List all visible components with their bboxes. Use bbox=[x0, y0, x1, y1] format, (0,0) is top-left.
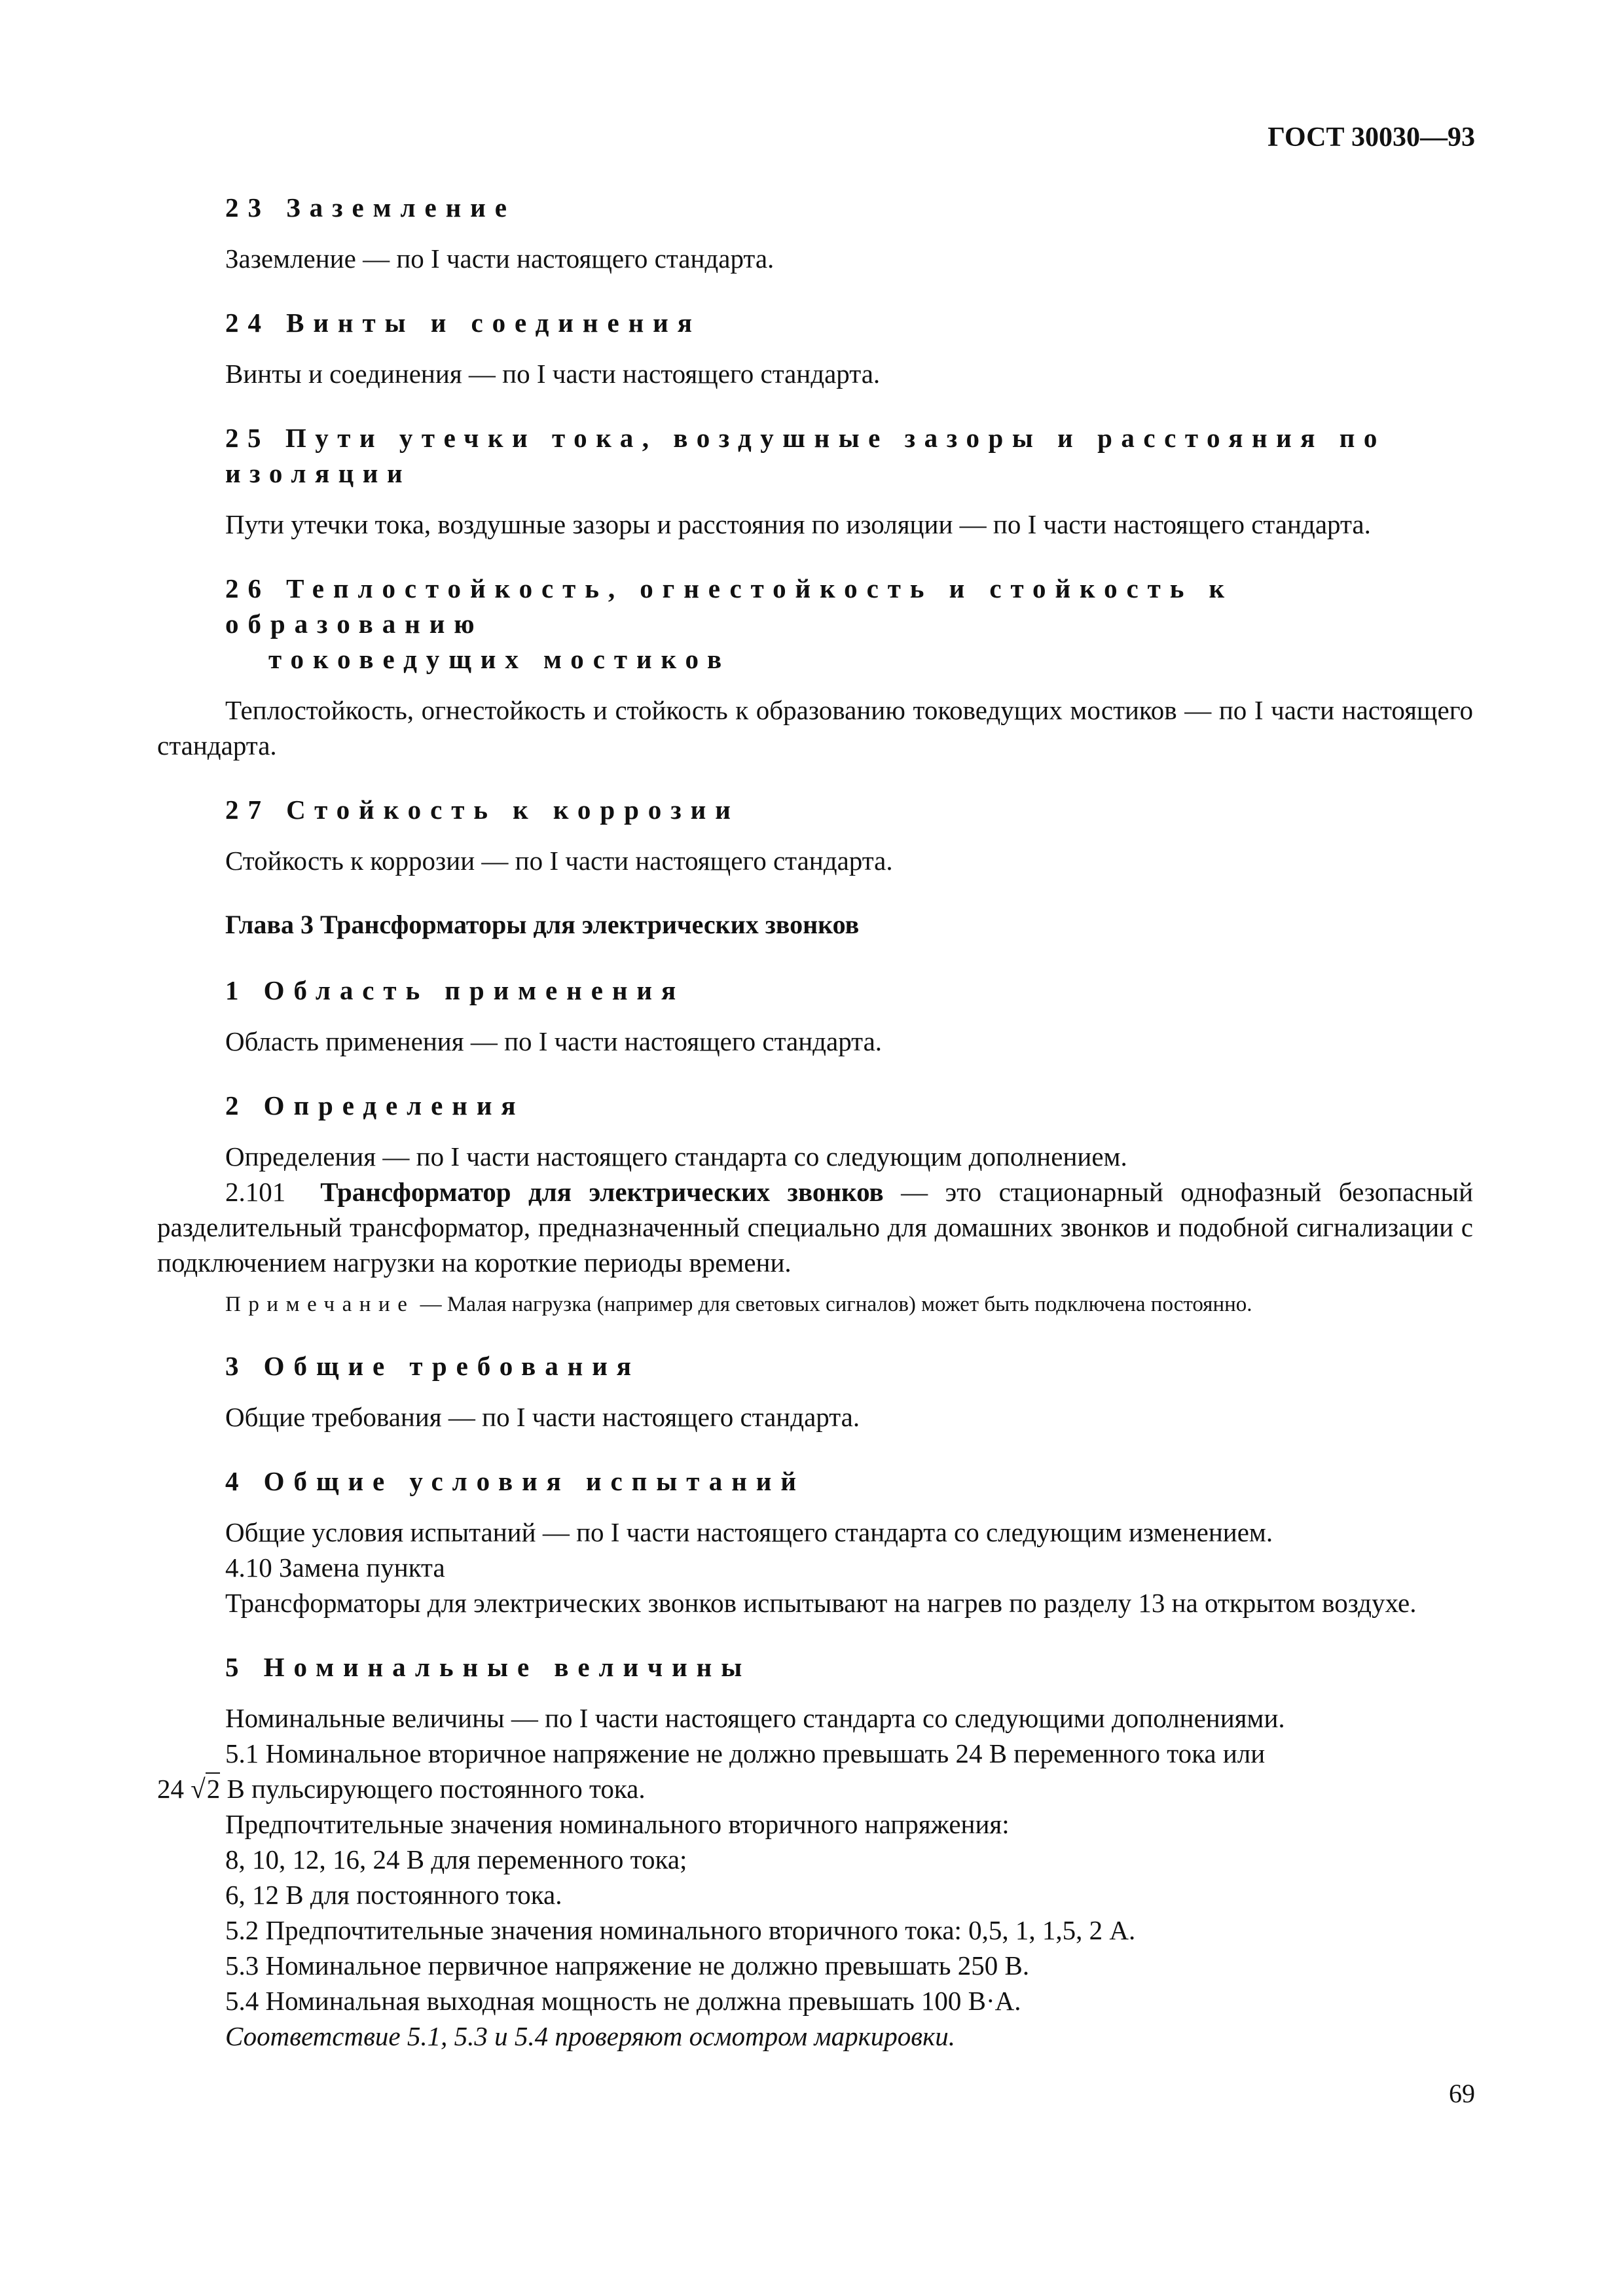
section-25-heading: 25 Пути утечки тока, воздушные зазоры и расстояния по изоляции bbox=[225, 423, 1386, 488]
section-23-heading: 23 Заземление bbox=[225, 192, 516, 223]
ch3-section-2-body: Определения — по I части настоящего стандарта со следующим дополнением. bbox=[225, 1141, 1127, 1172]
preferred-values-title: Предпочтительные значения номинального вторичного напряжения: bbox=[225, 1809, 1010, 1839]
item-5-1-suffix: В пульсирующего постоянного тока. bbox=[220, 1774, 646, 1804]
section-25-body: Пути утечки тока, воздушные зазоры и расстояния по изоляции — по I части настоящего стандарта. bbox=[225, 509, 1371, 539]
section-26-heading-line2: токоведущих мостиков bbox=[268, 644, 731, 674]
sqrt-symbol: √2 bbox=[191, 1774, 221, 1804]
definition-number: 2.101 bbox=[225, 1177, 286, 1207]
item-4-10-text bbox=[157, 1585, 1473, 1621]
item-5-1-line1: 5.1 Номинальное вторичное напряжение не должно превышать 24 В переменного тока или bbox=[225, 1738, 1266, 1768]
chapter-title: Глава 3 Трансформаторы для электрических звонков bbox=[225, 910, 860, 939]
page-number: 69 bbox=[1449, 2079, 1475, 2108]
ch3-section-3-heading: 3 Общие требования bbox=[225, 1351, 640, 1381]
definition-term: Трансформатор для электрических звонков bbox=[320, 1177, 884, 1207]
page-content bbox=[157, 190, 1473, 2054]
document-code: ГОСТ 30030—93 bbox=[1267, 122, 1475, 152]
compliance-note: Соответствие 5.1, 5.3 и 5.4 проверяют осмотром маркировки. bbox=[225, 2021, 956, 2051]
item-5-4: 5.4 Номинальная выходная мощность не должна превышать 100 В·А. bbox=[225, 1986, 1021, 2016]
note-text: — Малая нагрузка (например для световых сигналов) может быть подключена постоянно. bbox=[414, 1293, 1252, 1316]
section-24-body: Винты и соединения — по I части настоящего стандарта. bbox=[225, 359, 881, 389]
definition-text: — это стационарный однофазный безопасный разделительный трансформатор, предназначенный специально для домашних звонков и подобной сигнализации с подключением нагрузки на короткие периоды времени. bbox=[157, 1177, 1474, 1278]
preferred-values-ac: 8, 10, 12, 16, 24 В для переменного тока; bbox=[225, 1844, 687, 1874]
section-26-body: Теплостойкость, огнестойкость и стойкость к образованию токоведущих мостиков — по I части настоящего стандарта. bbox=[157, 695, 1473, 761]
item-4-10-text-content: Трансформаторы для электрических звонков испытывают на нагрев по разделу 13 на открытом воздухе. bbox=[225, 1588, 1417, 1618]
section-23-body: Заземление — по I части настоящего стандарта. bbox=[225, 243, 775, 274]
ch3-section-4-body: Общие условия испытаний — по I части настоящего стандарта со следующим изменением. bbox=[225, 1517, 1273, 1547]
item-5-1-voltage: 24 bbox=[157, 1774, 184, 1804]
item-5-1-line2 bbox=[157, 1771, 1473, 1806]
definition-2-101 bbox=[157, 1174, 1473, 1280]
item-5-2: 5.2 Предпочтительные значения номинального вторичного тока: 0,5, 1, 1,5, 2 А. bbox=[225, 1915, 1136, 1945]
section-24-heading: 24 Винты и соединения bbox=[225, 308, 701, 338]
section-26-heading-line1: 26 Теплостойкость, огнестойкость и стойкость к образованию bbox=[225, 573, 1234, 639]
preferred-values-dc: 6, 12 В для постоянного тока. bbox=[225, 1880, 562, 1910]
ch3-section-5-heading: 5 Номинальные величины bbox=[225, 1652, 752, 1682]
section-27-heading: 27 Стойкость к коррозии bbox=[225, 795, 740, 825]
ch3-section-5-body: Номинальные величины — по I части настоящего стандарта со следующими дополнениями. bbox=[225, 1703, 1285, 1733]
sqrt-radicand: 2 bbox=[206, 1774, 221, 1804]
item-5-3: 5.3 Номинальное первичное напряжение не должно превышать 250 В. bbox=[225, 1950, 1030, 1981]
ch3-section-1-body: Область применения — по I части настоящего стандарта. bbox=[225, 1026, 883, 1056]
note-label: Примечание bbox=[225, 1293, 415, 1316]
definition-note bbox=[157, 1289, 1473, 1319]
ch3-section-1-heading: 1 Область применения bbox=[225, 975, 685, 1005]
ch3-section-3-body: Общие требования — по I части настоящего стандарта. bbox=[225, 1402, 860, 1432]
ch3-section-2-heading: 2 Определения bbox=[225, 1090, 525, 1121]
item-4-10: 4.10 Замена пункта bbox=[225, 1552, 445, 1583]
section-27-body: Стойкость к коррозии — по I части настоящего стандарта. bbox=[225, 846, 893, 876]
section-26-heading bbox=[157, 571, 1473, 677]
ch3-section-4-heading: 4 Общие условия испытаний bbox=[225, 1466, 805, 1496]
